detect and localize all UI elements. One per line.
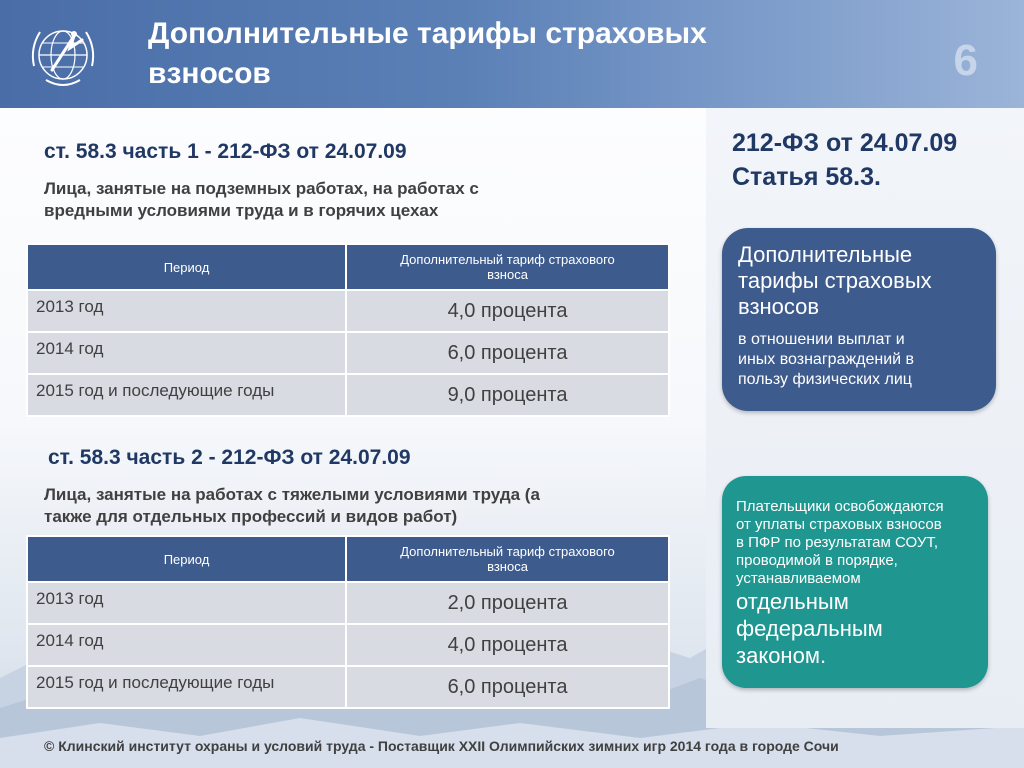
period-cell: 2014 год [27, 624, 346, 666]
section1-subtitle-line-1: Лица, занятые на подземных работах, на работах с [44, 179, 479, 198]
exemption-emphasis-line-2: федеральным [736, 616, 883, 641]
callout-description-line-2: иных вознаграждений в [738, 351, 915, 368]
table-header-row [27, 244, 669, 290]
tariff-table-1 [26, 243, 670, 417]
law-reference [732, 126, 1002, 194]
exemption-line-2: от уплаты страховых взносов [736, 516, 942, 533]
column-header-rate-line-1: Дополнительный тариф страхового [400, 252, 615, 267]
exemption-emphasis [736, 588, 976, 669]
callout-title-line-3: взносов [738, 294, 820, 319]
callout-description [738, 330, 980, 390]
callout-title-line-1: Дополнительные [738, 242, 913, 267]
callout-description-line-3: пользу физических лиц [738, 371, 912, 388]
period-cell: 2014 год [27, 332, 346, 374]
exemption-line-1: Плательщики освобождаются [736, 498, 944, 515]
exemption-line-3: в ПФР по результатам СОУТ, [736, 534, 939, 551]
law-reference-line-1: 212-ФЗ от 24.07.09 [732, 129, 958, 157]
section2-subtitle [44, 484, 540, 528]
rate-cell: 6,0 процента [346, 332, 669, 374]
column-header-period: Период [27, 536, 346, 582]
rate-cell: 6,0 процента [346, 666, 669, 708]
callout-title-line-2: тарифы страховых [738, 268, 932, 293]
institute-logo-icon [26, 18, 100, 92]
callout-description-line-1: в отношении выплат и [738, 331, 905, 348]
period-cell: 2013 год [27, 290, 346, 332]
period-cell: 2013 год [27, 582, 346, 624]
rate-cell: 2,0 процента [346, 582, 669, 624]
column-header-rate-line-2: взноса [487, 267, 528, 282]
tariff-table-2 [26, 535, 670, 709]
table-row [27, 624, 669, 666]
column-header-rate [346, 244, 669, 290]
table-row [27, 666, 669, 708]
exemption-description [736, 498, 976, 588]
additional-tariffs-callout [722, 228, 996, 411]
section2-subtitle-line-2: также для отдельных профессий и видов работ) [44, 507, 458, 526]
exemption-line-4: проводимой в порядке, [736, 552, 898, 569]
page-title [148, 14, 828, 94]
column-header-rate [346, 536, 669, 582]
section1-subtitle [44, 178, 479, 222]
section2-heading: ст. 58.3 часть 2 - 212-ФЗ от 24.07.09 [48, 446, 411, 469]
callout-title [738, 242, 980, 320]
column-header-period: Период [27, 244, 346, 290]
table-row [27, 290, 669, 332]
page-number: 6 [953, 36, 978, 85]
table-row [27, 332, 669, 374]
table-header-row [27, 536, 669, 582]
footer-copyright: © Клинский институт охраны и условий труда - Поставщик XXII Олимпийских зимних игр 2014 года в городе Сочи [44, 738, 839, 754]
column-header-rate-line-1: Дополнительный тариф страхового [400, 544, 615, 559]
period-cell: 2015 год и последующие годы [27, 666, 346, 708]
section1-subtitle-line-2: вредными условиями труда и в горячих цехах [44, 201, 439, 220]
law-reference-line-2: Статья 58.3. [732, 163, 881, 191]
section1-heading: ст. 58.3 часть 1 - 212-ФЗ от 24.07.09 [44, 140, 407, 163]
exemption-emphasis-line-1: отдельным [736, 589, 849, 614]
rate-cell: 4,0 процента [346, 290, 669, 332]
page-title-line-2: взносов [148, 57, 271, 90]
page-title-line-1: Дополнительные тарифы страховых [148, 17, 707, 50]
period-cell: 2015 год и последующие годы [27, 374, 346, 416]
exemption-callout [722, 476, 988, 688]
rate-cell: 4,0 процента [346, 624, 669, 666]
exemption-line-5: устанавливаемом [736, 570, 861, 587]
table-row [27, 374, 669, 416]
table-row [27, 582, 669, 624]
header-bar [0, 0, 1024, 108]
exemption-emphasis-line-3: законом. [736, 643, 827, 668]
section2-subtitle-line-1: Лица, занятые на работах с тяжелыми условиями труда (а [44, 485, 540, 504]
rate-cell: 9,0 процента [346, 374, 669, 416]
column-header-rate-line-2: взноса [487, 559, 528, 574]
